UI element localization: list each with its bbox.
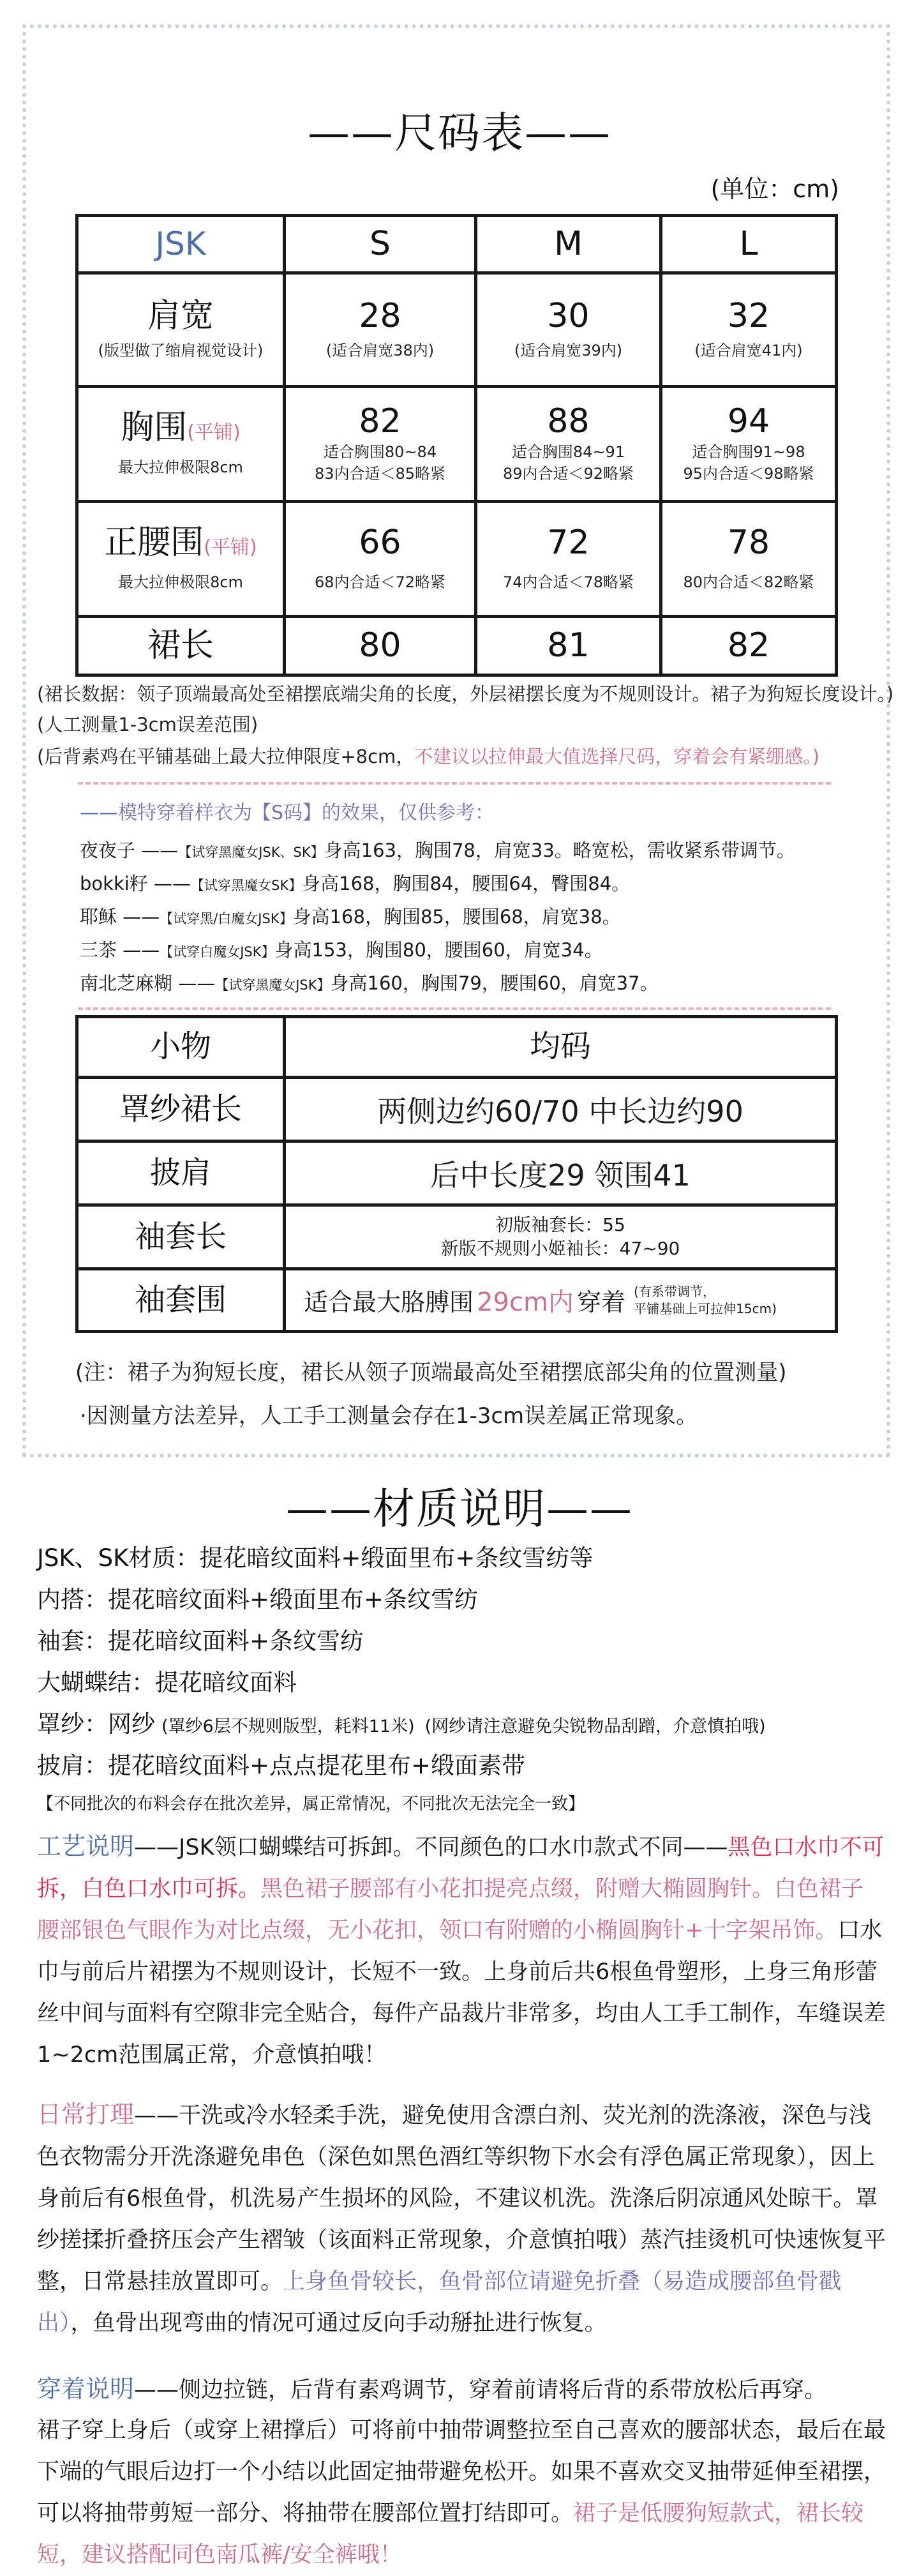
row-label: 袖套长: [77, 1205, 285, 1269]
cell-value: 30 (适合肩宽39内): [476, 273, 661, 387]
size-note-1: (裙长数据：领子顶端最高处至裙摆底端尖角的长度，外层裙摆长度为不规则设计。裙子为狗短长度设计。): [37, 683, 894, 705]
size-note-2: (人工测量1-3cm误差范围): [37, 714, 258, 735]
table-row: [77, 1269, 837, 1332]
cell-value: 81: [476, 617, 661, 675]
table-row: [77, 1078, 837, 1141]
row-label: 披肩: [77, 1141, 285, 1205]
material-line: 内搭：提花暗纹面料+缎面里布+条纹雪纺: [37, 1586, 479, 1613]
size-table: [75, 214, 838, 677]
care-paragraph: 日常打理——干洗或冷水轻柔手洗，避免使用含漂白剂、荧光剂的洗涤液，深色与浅色衣物需分开洗涤避免串色（深色如黑色酒红等织物下水会有浮色属正常现象），因上身前后有6根鱼骨，机洗易产生损坏的风险，不建议机洗。洗涤后阴凉通风处晾干。罩纱搓揉折叠挤压会产生褶皱（该面料正常现象，介意慎拍哦）蒸汽挂烫机可快速恢复平整，日常悬挂放置即可。上身鱼骨较长，鱼骨部位请避免折叠（易造成腰部鱼骨戳出），鱼骨出现弯曲的情况可通过反向手动掰扯进行恢复。: [37, 2100, 886, 2336]
header-cell-onesize: 均码: [285, 1017, 837, 1078]
cell-value: 后中长度29 领围41: [285, 1141, 837, 1205]
cell-value: 28 (适合肩宽38内): [285, 273, 476, 387]
cell-value: 初版袖套长：55 新版不规则小姬袖长：47~90: [285, 1205, 837, 1269]
model-line: 三茶 ——【试穿白魔女JSK】身高153，胸围80，腰围60，肩宽34。: [80, 939, 603, 961]
header-cell-s: S: [285, 216, 476, 273]
material-line: 大蝴蝶结：提花暗纹面料: [37, 1669, 297, 1696]
dashed-divider: [78, 782, 831, 785]
cell-value: 66 68内合适＜72略紧: [285, 502, 476, 617]
header-cell-m: M: [476, 216, 661, 273]
accessory-note-2: ·因测量方法差异，人工手工测量会存在1-3cm误差属正常现象。: [80, 1403, 698, 1429]
header-cell-item: 小物: [77, 1017, 285, 1078]
cell-value: 88 适合胸围84~91 89内合适＜92略紧: [476, 387, 661, 502]
material-line: JSK、SK材质：提花暗纹面料+缎面里布+条纹雪纺等: [37, 1544, 594, 1572]
cell-value: 82: [661, 617, 837, 675]
accessory-header: [77, 1017, 837, 1078]
accessory-note-1: (注：裙子为狗短长度，裙长从领子顶端最高处至裙摆底部尖角的位置测量): [75, 1360, 787, 1385]
size-table-header: [77, 216, 837, 273]
header-cell-l: L: [661, 216, 837, 273]
material-line: 袖套：提花暗纹面料+条纹雪纺: [37, 1627, 364, 1655]
row-label-waist: 正腰围(平铺) 最大拉伸极限8cm: [77, 502, 285, 617]
model-line: 耶稣 ——【试穿黑/白魔女JSK】身高168，胸围85，腰围68，肩宽38。: [80, 906, 621, 928]
wear-heading-line: 穿着说明——侧边拉链，后背有素鸡调节，穿着前请将后背的系带放松后再穿。: [37, 2375, 827, 2403]
cell-value: 72 74内合适＜78略紧: [476, 502, 661, 617]
table-row: [77, 1141, 837, 1205]
table-row-waist: [77, 502, 837, 617]
model-line: bokki籽 ——【试穿黑魔女SK】身高168，胸围84，腰围64，臀围84。: [80, 873, 631, 894]
row-label: 袖套围: [77, 1269, 285, 1332]
row-label: 罩纱裙长: [77, 1078, 285, 1141]
material-warning: 【不同批次的布料会存在批次差异，属正常情况，不同批次无法完全一致】: [37, 1795, 585, 1814]
model-intro: ——模特穿着样衣为【S码】的效果，仅供参考：: [80, 802, 495, 824]
wear-paragraph: 裙子穿上身后（或穿上裙撑后）可将前中抽带调整拉至自己喜欢的腰部状态，最后在最下端的气眼后边打一个小结以此固定抽带避免松开。如果不喜欢交叉抽带延伸至裙摆，可以将抽带剪短一部分、将抽带在腰部位置打结即可。裙子是低腰狗短款式，裙长较短，建议搭配同色南瓜裤/安全裤哦！: [37, 2418, 886, 2568]
row-label-shoulder: 肩宽 (版型做了缩肩视觉设计): [77, 273, 285, 387]
cell-value: 32 (适合肩宽41内): [661, 273, 837, 387]
unit-label: (单位：cm): [710, 175, 839, 203]
cell-value: 80: [285, 617, 476, 675]
cell-value: 78 80内合适＜82略紧: [661, 502, 837, 617]
header-cell-jsk: JSK: [77, 216, 285, 273]
table-row-shoulder: [77, 273, 837, 387]
model-line: 夜夜子 ——【试穿黑魔女JSK、SK】身高163，胸围78，肩宽33。略宽松，需收紧系带调节。: [80, 840, 795, 861]
cell-value: 82 适合胸围80~84 83内合适＜85略紧: [285, 387, 476, 502]
size-chart-title: ——尺码表——: [308, 109, 611, 158]
material-line: 罩纱：网纱 (罩纱6层不规则版型，耗料11米) (网纱请注意避免尖锐物品刮蹭，介意慎拍哦): [37, 1710, 766, 1738]
table-row-bust: [77, 387, 837, 502]
cell-value: 94 适合胸围91~98 95内合适＜98略紧: [661, 387, 837, 502]
table-row: [77, 1205, 837, 1269]
row-label-length: 裙长: [77, 617, 285, 675]
row-label-bust: 胸围(平铺) 最大拉伸极限8cm: [77, 387, 285, 502]
accessory-table: [75, 1015, 838, 1333]
material-title: ——材质说明——: [286, 1484, 633, 1533]
dashed-divider: [78, 1007, 831, 1010]
model-line: 南北芝麻糊 ——【试穿黑魔女JSK】身高160，胸围79，腰围60，肩宽37。: [80, 972, 659, 994]
size-note-3: (后背素鸡在平铺基础上最大拉伸限度+8cm，不建议以拉伸最大值选择尺码，穿着会有紧绷感。): [37, 746, 820, 767]
cell-value: 两侧边约60/70 中长边约90: [285, 1078, 837, 1141]
cell-value: 适合最大胳膊围 29cm内 穿着 (有系带调节， 平铺基础上可拉伸15cm): [285, 1269, 837, 1332]
craft-paragraph: 工艺说明——JSK领口蝴蝶结可拆卸。不同颜色的口水巾款式不同——黑色口水巾不可拆，白色口水巾可拆。黑色裙子腰部有小花扣提亮点缀，附赠大椭圆胸针。白色裙子腰部银色气眼作为对比点缀，无小花扣，领口有附赠的小椭圆胸针+十字架吊饰。口水巾与前后片裙摆为不规则设计，长短不一致。上身前后共6根鱼骨塑形，上身三角形蕾丝中间与面料有空隙非完全贴合，每件产品裁片非常多，均由人工手工制作，车缝误差1~2cm范围属正常，介意慎拍哦！: [37, 1832, 886, 2068]
table-row-length: [77, 617, 837, 675]
material-line: 披肩：提花暗纹面料+点点提花里布+缎面素带: [37, 1752, 526, 1779]
